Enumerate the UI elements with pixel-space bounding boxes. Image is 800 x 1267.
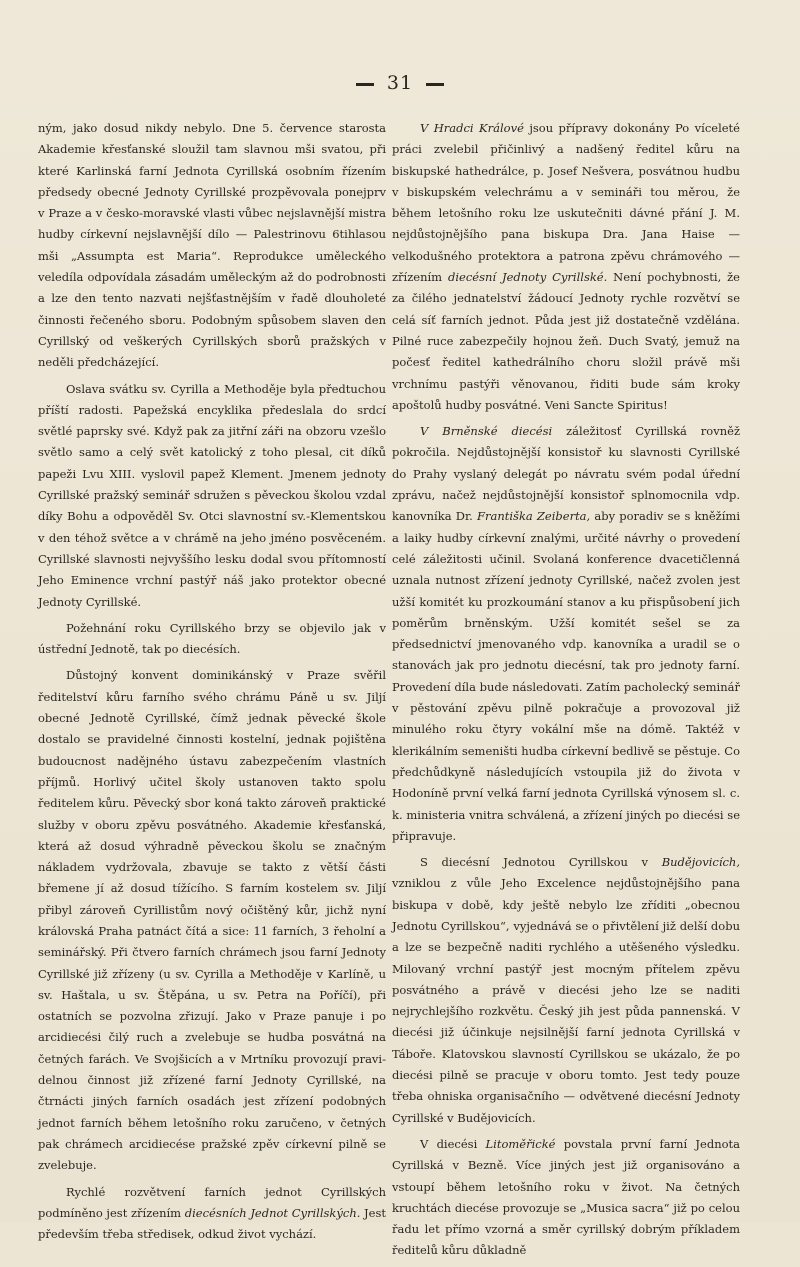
italic-text-run: V Brněnské diecési: [420, 424, 553, 439]
text-run: Rychlé rozvětvení farních jednot Cyrillských podmíněno jest zřízením: [38, 1184, 386, 1220]
paragraph: [392, 118, 740, 416]
paragraph: [38, 1182, 386, 1246]
text-run: Jest především třeba středisek, odkud život vychází.: [38, 1205, 387, 1242]
paragraph: [38, 379, 386, 613]
paragraph: [38, 118, 386, 374]
italic-text-run: V Hradci Králové: [420, 121, 524, 135]
paragraph: [392, 1134, 740, 1262]
right-dash-rule: [426, 83, 444, 86]
italic-text-run: diecésní Jednoty Cyrillské.: [448, 270, 608, 285]
page-number-header: [330, 72, 470, 94]
paragraph: [392, 852, 740, 1129]
text-run: aby poradiv se s kněžími a laiky hudby církevní znalými, určité návrhy o provedení celé záležitosti učinil. Svolaná konference dvacetičlenná uznala nutnost zřízení jednoty Cyrillské, načež zvolen jest užší komitét ku prozkoumání stanov a ku přispůsobení jich poměrům brněnským. Užší komitét sešel se za předsednictví jmenovaného vdp. kanovníka a uradil se o stanovách jak pro jednotu diecésní, tak pro jednoty farní. Provedení díla bude následovati. Zatím pacholecký seminář v pěstování zpěvu pilně pokračuje a provozoval již minulého roku čtyry vokální mše na dómě. Taktéž v klerikálním semeništi hudba církevní bedlivě se pěstuje. Co předchůdkyně následujících vstoupila již do života v Hodoníně první velká farní jednota Cyrillská výnosem sl. c. k. ministeria vnitra schválená, a zřízení jiných po diecési se připravuje.: [392, 509, 740, 843]
italic-text-run: Litoměřické: [485, 1136, 556, 1151]
text-run: Oslava svátku sv. Cyrilla a Methoděje byla předtuchou příští radosti. Papežská encyklika předeslala do srdcí světlé paprsky své. Když pak za jitřní záři na obzoru vzešlo světlo samo a celý svět katolický z toho plesal, cit díků papeži Lvu XIII. vyslovil papež Klement. Jmenem jednoty Cyrillské pražský seminář sdružen s pěveckou školou vzdal díky Bohu a odpověděl Sv. Otci slavnostní sv.-Klementskou v den téhož světce a v chrámě na jeho jméno posvěceném. Cyrillské slavnosti nejvyššího lesku dodal svou přítomností Jeho Eminence vrchní pastýř náš jako protektor obecné Jednoty Cyrillské.: [38, 381, 386, 609]
text-run: Důstojný konvent dominikánský v Praze svěřil ředitelství kůru farního svého chrámu Páně u sv. Jiljí obecné Jednotě Cyrillské, čímž jednak pěvecké škole dostalo se pravidelné činnosti kostelní, jednak pojištěna budoucnost nadějného ústavu zabezpečením vlastních příjmů. Horlivý učitel školy ustanoven takto spolu ředitelem kůru. Pěvecký sbor koná takto zároveň praktické služby v oboru zpěvu posvátného. Akademie křesťanská, která až dosud výhradně pěveckou školu se značným nákladem vydržovala, zbavuje se takto z větší části břemene jí až dosud tížícího. S farním kostelem sv. Jiljí přibyl zároveň Cyrillistům nový očištěný kůr, jichž nyní královská Praha patnáct čítá a sice: 11 farních, 3 řeholní a seminářský. Při čtvero farních chrámech jsou farní Jednoty Cyrillské již zřízeny (u sv. Cyrilla a Methoděje v Karlíně, u sv. Haštala, u sv. Štěpána, u sv. Petra na Poříčí), při ostatních se pozvolna zřizují. Jako v Praze panuje i po arcidiecési čilý ruch a zvelebuje se hudba posvátná na četných farách. Ve Svojšicích a v Mrtníku provozují pravidelnou činnost již zřízené farní Jednoty Cyrillské, na čtrnácti jiných farních osadách jest zřízení podobných jednot farních během letošního roku zaručeno, v četných pak chrámech arcidiecése pražské zpěv církevní pilně se zvelebuje.: [38, 668, 386, 1173]
text-run: Není pochybnosti, že za čilého jednatelství žádoucí Jednoty rychle rozvětví se celá síť farních jednot. Půda jest již dostatečně vzdělána. Pilné ruce zabezpečily hojnou žeň. Duch Svatý, jemuž na počesť ředitel kathedrálního choru složil právě mši vrchnímu pastýři věnovanou, řiditi bude sám kroky apoštolů hudby posvátné. Veni Sancte Spiritus!: [392, 270, 740, 412]
text-run: záležitosť Cyrillská rovněž pokročila. Nejdůstojnější konsistoř ku slavnosti Cyrillské do Prahy vyslaný delegát po návratu svém podal úřední zprávu, načež nejdůstojnější konsistoř splnomocnila vdp. kanovníka Dr.: [392, 424, 740, 524]
italic-text-run: Františka Zeiberta,: [477, 509, 591, 524]
text-run: S diecésní Jednotou Cyrillskou v: [420, 855, 662, 870]
right-text-column: [392, 118, 740, 1267]
text-run: V diecési: [420, 1136, 486, 1151]
paragraph: [392, 421, 740, 847]
left-text-column: [38, 118, 386, 1250]
text-run: ným, jako dosud nikdy nebylo. Dne 5. července starosta Akademie křesťanské sloužil tam slavnou mši svatou, při které Karlinská farní Jednota Cyrillská osobním řízením předsedy obecné Jednoty Cyrillské prozpěvovala ponejprv v Praze a v česko-moravské vlasti vůbec nejslavnější mistra hudby církevní nejslavnější dílo — Palestrinovu 6tihlasou mši „Assumpta est Maria“. Reprodukce uměleckého veledíla odpovídala zásadám uměleckým až do podrobnosti a lze den tento nazvati nejšťastnějším v řadě dlouholeté činnosti řečeného sboru. Podobným spůsobem slaven den Cyrillský od veškerých Cyrillských sborů pražských v neděli předcházející.: [38, 121, 386, 370]
text-run: jsou přípravy dokonány Po víceleté práci zvelebil přičinlivý a nadšený ředitel kůru na biskupské hathedrálce, p. Josef Nešvera, posvátnou hudbu v biskupském velechrámu a v semináři tou měrou, že během letošního roku lze uskutečniti dávné přání J. M. nejdůstojnějšího pana biskupa Dra. Jana Haise — velkodušného protektora a patrona zpěvu chrámového — zřízením: [392, 121, 740, 285]
italic-text-run: diecésních Jednot Cyrillských.: [184, 1205, 361, 1220]
left-dash-rule: [356, 83, 374, 86]
page-number: 31: [386, 72, 414, 94]
text-run: povstala první farní Jednota Cyrillská v Bezně. Více jiných jest již organisováno a vstoupí během letošního roku v život. Na četných kruchtách diecése provozuje se „Musica sacra“ již po celou řadu let přímo vzorná a směr cyrillský dobrým příkladem ředitelů kůru důkladně: [392, 1136, 740, 1258]
italic-text-run: Budějovicích,: [661, 855, 740, 870]
paragraph: [38, 618, 386, 661]
text-run: Požehnání roku Cyrillského brzy se objevilo jak v ústřední Jednotě, tak po diecésích.: [38, 620, 386, 657]
paragraph: [38, 665, 386, 1176]
text-run: vzniklou z vůle Jeho Excelence nejdůstojnějšího pana biskupa v době, kdy ještě nebylo lze zříditi „obecnou Jednotu Cyrillskou“, vyjednává se o přivtělení již delší dobu a lze se bezpečně naditi rychlého a utěšeného výsledku. Milovaný vrchní pastýř jest mocným přítelem zpěvu posvátného a právě v diecési jeho lze se naditi nejrychlejšího rozkvětu. Český jih jest půda pannenská. V diecési již účinkuje nejsilnější farní jednota Cyrillská v Táboře. Klatovskou slavností Cyrillskou se ukázalo, že po diecési pilně se pracuje v oboru tomto. Jest tedy pouze třeba ohniska organisačního — odvětvené diecésní Jednoty Cyrillské v Budějovicích.: [392, 876, 740, 1125]
